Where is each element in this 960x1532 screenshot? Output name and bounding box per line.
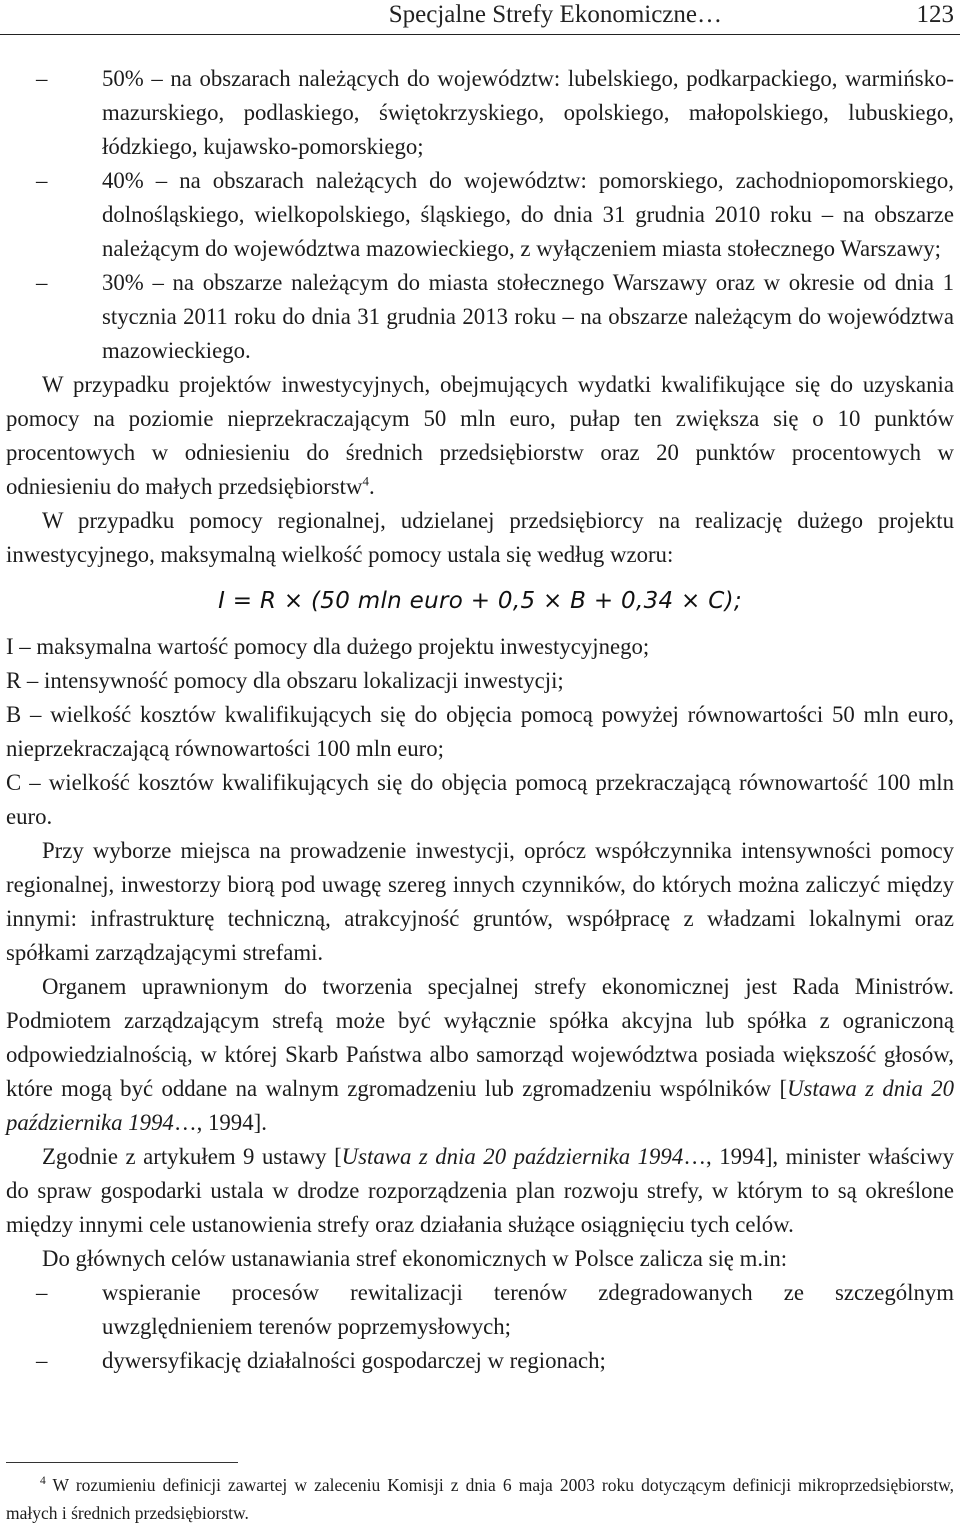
formula-definitions xyxy=(6,630,954,834)
paragraph-article-9 xyxy=(6,1140,954,1242)
citation-title: Ustawa z dnia 20 października 1994 xyxy=(6,1076,954,1135)
paragraph-text: W przypadku projektów inwestycyjnych, obejmujących wydatki kwalifikujące się do uzyskania pomocy na poziomie nieprzekraczającym 50 mln euro, pułap ten zwiększa się o 10 punktów procentowych w odniesieniu do średnich przedsiębiorstw oraz 20 punktów procentowych w odniesieniu do małych przedsiębiorstw xyxy=(6,372,954,499)
list-item xyxy=(6,62,954,164)
dash-marker: – xyxy=(36,1280,48,1305)
paragraph-text: …, 1994]. xyxy=(173,1110,267,1135)
list-item xyxy=(6,164,954,266)
running-header xyxy=(0,0,960,35)
definition-r: R – intensywność pomocy dla obszaru lokalizacji inwestycji; xyxy=(6,668,564,693)
dash-marker: – xyxy=(36,66,48,91)
definition-c: C – wielkość kosztów kwalifikujących się do objęcia pomocą przekraczającą równowartość 100 mln euro. xyxy=(6,770,954,829)
footnote-number: 4 xyxy=(40,1475,46,1488)
footnote-separator xyxy=(6,1462,238,1463)
dash-marker: – xyxy=(36,1348,48,1373)
list-item xyxy=(6,266,954,368)
list-item xyxy=(6,1344,954,1378)
paragraph-text: …, 1994], minister właściwy do spraw gospodarki ustala w drodze rozporządzenia plan rozwoju strefy, w którym to są określone między innymi cele ustanowienia strefy oraz działania służące osiągnięciu tych celów. xyxy=(6,1144,954,1237)
list-item-text: wspieranie procesów rewitalizacji terenów zdegradowanych ze szczególnym uwzględnieniem terenów poprzemysłowych; xyxy=(102,1280,954,1339)
footnote-reference: 4 xyxy=(362,473,369,489)
dash-marker: – xyxy=(36,168,48,193)
list-item-text: 30% – na obszarze należącym do miasta stołecznego Warszawy oraz w okresie od dnia 1 stycznia 2011 roku do dnia 31 grudnia 2013 roku – na obszarze należącym do województwa mazowieckiego. xyxy=(102,270,954,363)
goals-list xyxy=(6,1276,954,1378)
percentage-list xyxy=(6,62,954,368)
paragraph-regional-aid: W przypadku pomocy regionalnej, udzielanej przedsiębiorcy na realizację dużego projektu inwestycyjnego, maksymalną wielkość pomocy ustala się według wzoru: xyxy=(6,508,954,567)
paragraph-main-goals: Do głównych celów ustanawiania stref ekonomicznych w Polsce zalicza się m.in: xyxy=(42,1246,788,1271)
definition-b: B – wielkość kosztów kwalifikujących się do objęcia pomocą powyżej równowartości 50 mln euro, nieprzekraczającą równowartości 100 mln euro; xyxy=(6,702,954,761)
footnote xyxy=(6,1471,954,1527)
paragraph-text: Zgodnie z artykułem 9 ustawy [ xyxy=(42,1144,342,1169)
paragraph-zone-authority xyxy=(6,970,954,1140)
citation-title: Ustawa z dnia 20 października 1994 xyxy=(341,1144,684,1169)
dash-marker: – xyxy=(36,270,48,295)
aid-formula: I = R × (50 mln euro + 0,5 × B + 0,34 × C); xyxy=(218,588,742,614)
paragraph-tail: . xyxy=(368,474,375,499)
paragraph-location-factors: Przy wyborze miejsca na prowadzenie inwestycji, oprócz współczynnika intensywności pomocy regionalnej, inwestorzy biorą pod uwagę szereg innych czynników, do których można zaliczyć między innymi: infrastrukturę techniczną, atrakcyjność gruntów, współpracę z władzami lokalnymi oraz spółkami zarządzającymi strefami. xyxy=(6,838,954,965)
list-item-text: 40% – na obszarach należących do województw: pomorskiego, zachodniopomorskiego, dolnośląskiego, wielkopolskiego, śląskiego, do dnia 31 grudnia 2010 roku – na obszarze należącym do województwa mazowieckiego, z wyłączeniem miasta stołecznego Warszawy; xyxy=(102,168,954,261)
list-item-text: 50% – na obszarach należących do województw: lubelskiego, podkarpackiego, warmińsko-mazurskiego, podlaskiego, świętokrzyskiego, opolskiego, małopolskiego, lubuskiego, łódzkiego, kujawsko-pomorskiego; xyxy=(102,66,954,159)
list-item-text: dywersyfikację działalności gospodarczej w regionach; xyxy=(102,1348,606,1373)
paragraph-text: Organem uprawnionym do tworzenia specjalnej strefy ekonomicznej jest Rada Ministrów. Podmiotem zarządzającym strefą może być wyłącznie spółka akcyjna lub spółka z ograniczoną odpowiedzialnością, w której Skarb Państwa albo samorząd województwa posiada większość głosów, które mogą być oddane na walnym zgromadzeniu lub zgromadzeniu wspólników [ xyxy=(6,974,954,1101)
list-item xyxy=(6,1276,954,1344)
running-title: Specjalne Strefy Ekonomiczne… xyxy=(388,1,722,28)
paragraph-investment-projects xyxy=(6,368,954,504)
page-number: 123 xyxy=(916,1,954,28)
definition-i: I – maksymalna wartość pomocy dla dużego projektu inwestycyjnego; xyxy=(6,634,650,659)
page-body xyxy=(6,62,954,1378)
footnote-text: W rozumieniu definicji zawartej w zaleceniu Komisji z dnia 6 maja 2003 roku dotyczącym definicji mikroprzedsiębiorstw, małych i średnich przedsiębiorstw. xyxy=(6,1475,954,1523)
